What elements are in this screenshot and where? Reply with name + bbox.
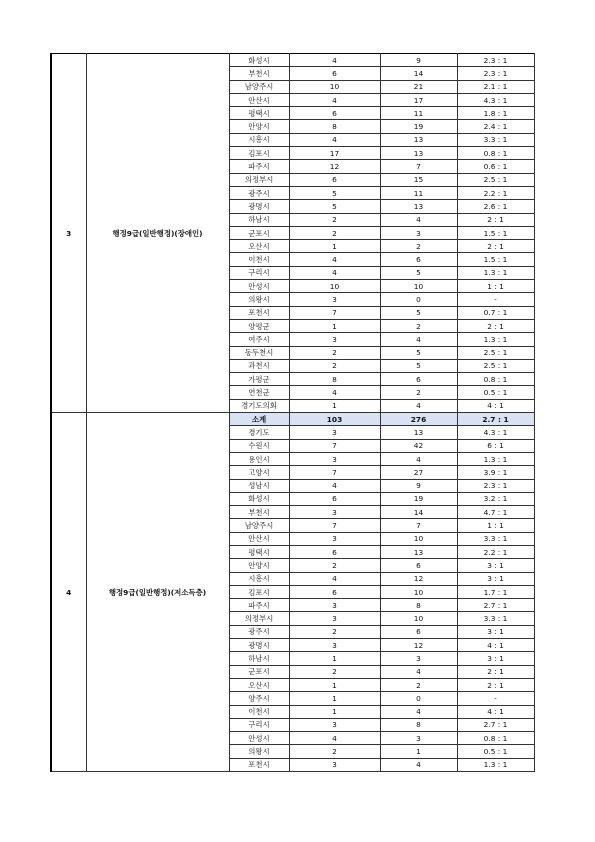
region-cell: 양주시 xyxy=(229,692,289,705)
applicants-cell: 12 xyxy=(380,639,457,652)
ratio-cell: 2.4 : 1 xyxy=(457,120,534,133)
region-cell: 가평군 xyxy=(229,373,289,386)
applicants-cell: 5 xyxy=(380,359,457,372)
quota-cell: 6 xyxy=(289,107,380,120)
region-cell: 시흥시 xyxy=(229,133,289,146)
applicants-cell: 13 xyxy=(380,147,457,160)
ratio-cell: 1.5 : 1 xyxy=(457,253,534,266)
region-cell: 하남시 xyxy=(229,213,289,226)
region-cell: 성남시 xyxy=(229,479,289,492)
group-name: 행정9급(일반행정)(장애인) xyxy=(86,54,229,413)
applicants-cell: 13 xyxy=(380,133,457,146)
region-cell: 광주시 xyxy=(229,625,289,638)
table-row xyxy=(51,54,534,67)
ratio-cell: 0.8 : 1 xyxy=(457,373,534,386)
ratio-cell: 3.2 : 1 xyxy=(457,492,534,505)
quota-cell: 3 xyxy=(289,293,380,306)
region-cell: 하남시 xyxy=(229,652,289,665)
quota-cell: 10 xyxy=(289,80,380,93)
region-cell: 안양시 xyxy=(229,120,289,133)
applicants-cell: 42 xyxy=(380,439,457,452)
region-cell: 안성시 xyxy=(229,280,289,293)
quota-cell: 4 xyxy=(289,54,380,67)
region-cell: 광주시 xyxy=(229,186,289,199)
region-cell: 군포시 xyxy=(229,665,289,678)
applicants-cell: 13 xyxy=(380,200,457,213)
group-number: 4 xyxy=(51,413,86,772)
applicants-cell: 276 xyxy=(380,413,457,426)
quota-cell: 3 xyxy=(289,506,380,519)
quota-cell: 4 xyxy=(289,253,380,266)
applicants-cell: 11 xyxy=(380,186,457,199)
applicants-cell: 3 xyxy=(380,226,457,239)
quota-cell: 3 xyxy=(289,612,380,625)
applicants-cell: 27 xyxy=(380,466,457,479)
ratio-cell: 4 : 1 xyxy=(457,705,534,718)
quota-cell: 4 xyxy=(289,266,380,279)
region-cell: 광명시 xyxy=(229,639,289,652)
quota-cell: 8 xyxy=(289,373,380,386)
ratio-cell: 4 : 1 xyxy=(457,639,534,652)
quota-cell: 4 xyxy=(289,386,380,399)
ratio-cell: 2 : 1 xyxy=(457,240,534,253)
region-cell: 구리시 xyxy=(229,266,289,279)
applicants-cell: 4 xyxy=(380,758,457,771)
ratio-cell: 4 : 1 xyxy=(457,399,534,412)
region-cell: 광명시 xyxy=(229,200,289,213)
applicants-cell: 4 xyxy=(380,399,457,412)
applicants-cell: 8 xyxy=(380,718,457,731)
quota-cell: 7 xyxy=(289,519,380,532)
region-cell: 수원시 xyxy=(229,439,289,452)
group-number: 3 xyxy=(51,54,86,413)
quota-cell: 4 xyxy=(289,133,380,146)
ratio-cell: 0.7 : 1 xyxy=(457,306,534,319)
applicants-cell: 19 xyxy=(380,120,457,133)
quota-cell: 7 xyxy=(289,466,380,479)
region-cell: 동두천시 xyxy=(229,346,289,359)
applicants-cell: 5 xyxy=(380,266,457,279)
region-cell: 소계 xyxy=(229,413,289,426)
applicants-cell: 13 xyxy=(380,545,457,558)
applicants-cell: 10 xyxy=(380,612,457,625)
ratio-cell: 2.3 : 1 xyxy=(457,67,534,80)
ratio-cell: 3 : 1 xyxy=(457,652,534,665)
region-cell: 안성시 xyxy=(229,732,289,745)
ratio-cell: 2.7 : 1 xyxy=(457,599,534,612)
ratio-cell: 2 : 1 xyxy=(457,665,534,678)
quota-cell: 2 xyxy=(289,213,380,226)
quota-cell: 4 xyxy=(289,93,380,106)
applicants-cell: 5 xyxy=(380,306,457,319)
ratio-cell: 3 : 1 xyxy=(457,559,534,572)
quota-cell: 4 xyxy=(289,732,380,745)
results-table-container xyxy=(50,53,533,772)
ratio-cell: 3.9 : 1 xyxy=(457,466,534,479)
ratio-cell: 2.2 : 1 xyxy=(457,186,534,199)
ratio-cell: 0.5 : 1 xyxy=(457,386,534,399)
applicants-cell: 5 xyxy=(380,346,457,359)
ratio-cell: 2 : 1 xyxy=(457,213,534,226)
region-cell: 의왕시 xyxy=(229,745,289,758)
ratio-cell: 4.3 : 1 xyxy=(457,426,534,439)
quota-cell: 103 xyxy=(289,413,380,426)
ratio-cell: 2.1 : 1 xyxy=(457,80,534,93)
applicants-cell: 4 xyxy=(380,452,457,465)
applicants-cell: 3 xyxy=(380,732,457,745)
quota-cell: 2 xyxy=(289,226,380,239)
quota-cell: 2 xyxy=(289,745,380,758)
applicants-cell: 6 xyxy=(380,373,457,386)
applicants-cell: 3 xyxy=(380,652,457,665)
quota-cell: 8 xyxy=(289,120,380,133)
quota-cell: 1 xyxy=(289,692,380,705)
ratio-cell: 3.3 : 1 xyxy=(457,612,534,625)
ratio-cell: 1.3 : 1 xyxy=(457,758,534,771)
ratio-cell: 4.3 : 1 xyxy=(457,93,534,106)
applicants-cell: 19 xyxy=(380,492,457,505)
quota-cell: 5 xyxy=(289,186,380,199)
applicants-cell: 4 xyxy=(380,333,457,346)
ratio-cell: 3 : 1 xyxy=(457,625,534,638)
region-cell: 남양주시 xyxy=(229,519,289,532)
applicants-cell: 12 xyxy=(380,572,457,585)
applicants-cell: 0 xyxy=(380,293,457,306)
quota-cell: 17 xyxy=(289,147,380,160)
region-cell: 과천시 xyxy=(229,359,289,372)
region-cell: 안산시 xyxy=(229,93,289,106)
quota-cell: 1 xyxy=(289,705,380,718)
ratio-cell: 1 : 1 xyxy=(457,280,534,293)
ratio-cell: 3.3 : 1 xyxy=(457,532,534,545)
applicants-cell: 6 xyxy=(380,559,457,572)
quota-cell: 4 xyxy=(289,572,380,585)
applicants-cell: 6 xyxy=(380,625,457,638)
region-cell: 파주시 xyxy=(229,160,289,173)
applicants-cell: 2 xyxy=(380,319,457,332)
applicants-cell: 8 xyxy=(380,599,457,612)
quota-cell: 1 xyxy=(289,240,380,253)
region-cell: 오산시 xyxy=(229,240,289,253)
applicants-cell: 2 xyxy=(380,678,457,691)
quota-cell: 5 xyxy=(289,200,380,213)
applicants-cell: 9 xyxy=(380,54,457,67)
region-cell: 포천시 xyxy=(229,306,289,319)
region-cell: 남양주시 xyxy=(229,80,289,93)
quota-cell: 6 xyxy=(289,67,380,80)
applicants-cell: 2 xyxy=(380,240,457,253)
applicants-cell: 11 xyxy=(380,107,457,120)
applicants-cell: 17 xyxy=(380,93,457,106)
applicants-cell: 21 xyxy=(380,80,457,93)
region-cell: 양평군 xyxy=(229,319,289,332)
applicants-cell: 14 xyxy=(380,67,457,80)
quota-cell: 6 xyxy=(289,492,380,505)
group-name: 행정9급(일반행정)(저소득층) xyxy=(86,413,229,772)
region-cell: 파주시 xyxy=(229,599,289,612)
competition-ratio-table xyxy=(50,53,535,772)
quota-cell: 7 xyxy=(289,439,380,452)
region-cell: 경기도 xyxy=(229,426,289,439)
applicants-cell: 1 xyxy=(380,745,457,758)
applicants-cell: 7 xyxy=(380,160,457,173)
ratio-cell: 2.5 : 1 xyxy=(457,359,534,372)
applicants-cell: 13 xyxy=(380,426,457,439)
ratio-cell: 4.7 : 1 xyxy=(457,506,534,519)
ratio-cell: - xyxy=(457,692,534,705)
region-cell: 포천시 xyxy=(229,758,289,771)
region-cell: 화성시 xyxy=(229,492,289,505)
region-cell: 부천시 xyxy=(229,67,289,80)
quota-cell: 1 xyxy=(289,652,380,665)
quota-cell: 3 xyxy=(289,426,380,439)
quota-cell: 2 xyxy=(289,625,380,638)
region-cell: 김포시 xyxy=(229,585,289,598)
region-cell: 김포시 xyxy=(229,147,289,160)
applicants-cell: 9 xyxy=(380,479,457,492)
ratio-cell: 1.3 : 1 xyxy=(457,266,534,279)
quota-cell: 3 xyxy=(289,333,380,346)
region-cell: 구리시 xyxy=(229,718,289,731)
region-cell: 오산시 xyxy=(229,678,289,691)
quota-cell: 3 xyxy=(289,758,380,771)
quota-cell: 6 xyxy=(289,545,380,558)
quota-cell: 3 xyxy=(289,639,380,652)
ratio-cell: 1 : 1 xyxy=(457,519,534,532)
ratio-cell: 2.3 : 1 xyxy=(457,54,534,67)
region-cell: 군포시 xyxy=(229,226,289,239)
region-cell: 화성시 xyxy=(229,54,289,67)
ratio-cell: 2.7 : 1 xyxy=(457,718,534,731)
ratio-cell: 0.8 : 1 xyxy=(457,147,534,160)
quota-cell: 1 xyxy=(289,399,380,412)
quota-cell: 1 xyxy=(289,319,380,332)
ratio-cell: 0.8 : 1 xyxy=(457,732,534,745)
applicants-cell: 15 xyxy=(380,173,457,186)
region-cell: 의정부시 xyxy=(229,612,289,625)
ratio-cell: 2.6 : 1 xyxy=(457,200,534,213)
ratio-cell: 2.3 : 1 xyxy=(457,479,534,492)
applicants-cell: 14 xyxy=(380,506,457,519)
region-cell: 평택시 xyxy=(229,107,289,120)
quota-cell: 2 xyxy=(289,359,380,372)
ratio-cell: 1.5 : 1 xyxy=(457,226,534,239)
region-cell: 의정부시 xyxy=(229,173,289,186)
ratio-cell: 2.2 : 1 xyxy=(457,545,534,558)
region-cell: 안산시 xyxy=(229,532,289,545)
ratio-cell: 2.7 : 1 xyxy=(457,413,534,426)
applicants-cell: 10 xyxy=(380,585,457,598)
ratio-cell: 1.3 : 1 xyxy=(457,452,534,465)
ratio-cell: 6 : 1 xyxy=(457,439,534,452)
ratio-cell: - xyxy=(457,293,534,306)
applicants-cell: 7 xyxy=(380,519,457,532)
applicants-cell: 10 xyxy=(380,280,457,293)
applicants-cell: 0 xyxy=(380,692,457,705)
region-cell: 평택시 xyxy=(229,545,289,558)
region-cell: 부천시 xyxy=(229,506,289,519)
ratio-cell: 0.6 : 1 xyxy=(457,160,534,173)
quota-cell: 2 xyxy=(289,346,380,359)
ratio-cell: 3.3 : 1 xyxy=(457,133,534,146)
region-cell: 여주시 xyxy=(229,333,289,346)
region-cell: 경기도의회 xyxy=(229,399,289,412)
quota-cell: 3 xyxy=(289,452,380,465)
region-cell: 의왕시 xyxy=(229,293,289,306)
subtotal-row xyxy=(51,413,534,426)
applicants-cell: 2 xyxy=(380,386,457,399)
region-cell: 연천군 xyxy=(229,386,289,399)
region-cell: 시흥시 xyxy=(229,572,289,585)
applicants-cell: 4 xyxy=(380,665,457,678)
ratio-cell: 0.5 : 1 xyxy=(457,745,534,758)
applicants-cell: 10 xyxy=(380,532,457,545)
quota-cell: 1 xyxy=(289,678,380,691)
ratio-cell: 2.5 : 1 xyxy=(457,173,534,186)
ratio-cell: 2.5 : 1 xyxy=(457,346,534,359)
ratio-cell: 1.3 : 1 xyxy=(457,333,534,346)
table-body xyxy=(51,54,534,772)
region-cell: 용인시 xyxy=(229,452,289,465)
quota-cell: 7 xyxy=(289,306,380,319)
quota-cell: 12 xyxy=(289,160,380,173)
region-cell: 안양시 xyxy=(229,559,289,572)
applicants-cell: 4 xyxy=(380,705,457,718)
quota-cell: 4 xyxy=(289,479,380,492)
quota-cell: 6 xyxy=(289,173,380,186)
ratio-cell: 1.8 : 1 xyxy=(457,107,534,120)
quota-cell: 2 xyxy=(289,665,380,678)
quota-cell: 10 xyxy=(289,280,380,293)
region-cell: 이천시 xyxy=(229,705,289,718)
quota-cell: 6 xyxy=(289,585,380,598)
region-cell: 고양시 xyxy=(229,466,289,479)
quota-cell: 3 xyxy=(289,718,380,731)
region-cell: 이천시 xyxy=(229,253,289,266)
quota-cell: 2 xyxy=(289,559,380,572)
quota-cell: 3 xyxy=(289,599,380,612)
applicants-cell: 4 xyxy=(380,213,457,226)
quota-cell: 3 xyxy=(289,532,380,545)
ratio-cell: 2 : 1 xyxy=(457,678,534,691)
ratio-cell: 2 : 1 xyxy=(457,319,534,332)
ratio-cell: 1.7 : 1 xyxy=(457,585,534,598)
applicants-cell: 6 xyxy=(380,253,457,266)
ratio-cell: 3 : 1 xyxy=(457,572,534,585)
